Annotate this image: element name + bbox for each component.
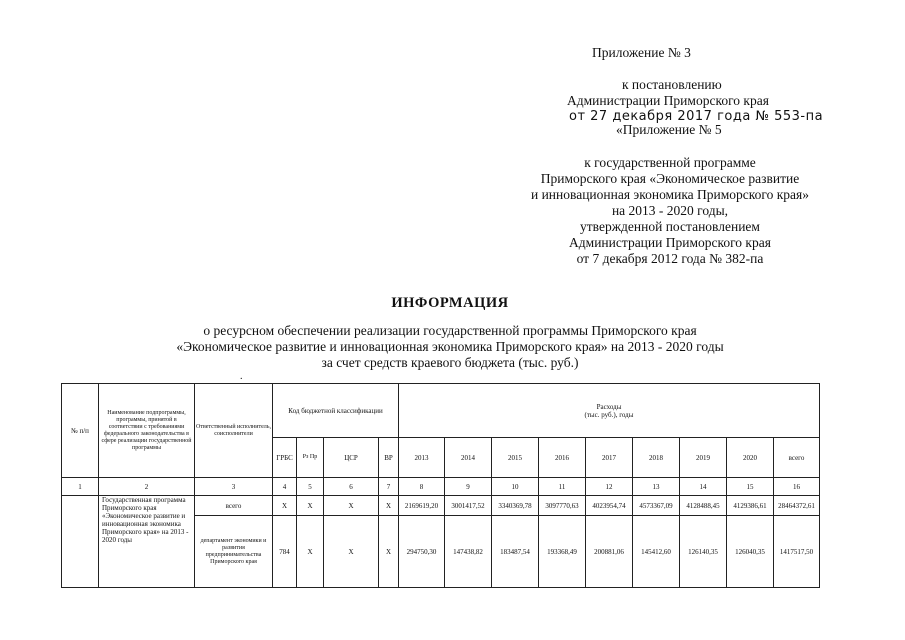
header-csr: ЦСР xyxy=(324,438,379,478)
value-2018: 4573367,09 xyxy=(633,496,680,516)
col-number: 4 xyxy=(273,478,297,496)
col-number: 15 xyxy=(727,478,774,496)
col-number: 3 xyxy=(195,478,273,496)
col-number: 1 xyxy=(62,478,99,496)
header-year-2015: 2015 xyxy=(492,438,539,478)
grbs-cell: 784 xyxy=(273,516,297,588)
rzpr-cell: X xyxy=(297,516,324,588)
vr-cell: X xyxy=(379,496,399,516)
value-total: 1417517,50 xyxy=(774,516,820,588)
document-title: ИНФОРМАЦИЯ xyxy=(391,295,509,311)
value-2013: 2169619,20 xyxy=(399,496,445,516)
header-year-2016: 2016 xyxy=(539,438,586,478)
header-vr: ВР xyxy=(379,438,399,478)
value-2019: 126140,35 xyxy=(680,516,727,588)
col-number: 7 xyxy=(379,478,399,496)
header-num: № п/п xyxy=(62,384,99,478)
rzpr-cell: X xyxy=(297,496,324,516)
grbs-cell: X xyxy=(273,496,297,516)
program-ref-3: и инновационная экономика Приморского края» xyxy=(530,187,810,202)
col-number: 5 xyxy=(297,478,324,496)
col-number: 16 xyxy=(774,478,820,496)
program-ref-7: от 7 декабря 2012 года № 382-па xyxy=(576,251,764,266)
program-ref-5: утвержденной постановлением xyxy=(580,219,760,234)
col-number: 2 xyxy=(99,478,195,496)
column-number-row xyxy=(62,478,820,496)
header-year-2017: 2017 xyxy=(586,438,633,478)
value-2013: 294750,30 xyxy=(399,516,445,588)
csr-cell: X xyxy=(324,516,379,588)
row-num-cell xyxy=(62,496,99,588)
value-2020: 126040,35 xyxy=(727,516,774,588)
value-2014: 147438,82 xyxy=(445,516,492,588)
value-2018: 145412,60 xyxy=(633,516,680,588)
header-grbs: ГРБС xyxy=(273,438,297,478)
program-ref-2: Приморского края «Экономическое развитие xyxy=(540,171,800,186)
col-number: 12 xyxy=(586,478,633,496)
col-number: 14 xyxy=(680,478,727,496)
header-budget-code: Код бюджетной классификации xyxy=(273,384,399,438)
col-number: 6 xyxy=(324,478,379,496)
value-2015: 3340369,78 xyxy=(492,496,539,516)
header-year-2018: 2018 xyxy=(633,438,680,478)
header-program-name: Наименование подпрограммы, программы, принятой в соответствии с требованиями федерального законодательства в сфере реализации государственной программы xyxy=(99,384,195,478)
executor-cell: департамент экономики и развития предпринимательства Приморского края xyxy=(195,516,273,588)
program-ref-4: на 2013 - 2020 годы, xyxy=(611,203,729,218)
value-2017: 200881,06 xyxy=(586,516,633,588)
col-number: 8 xyxy=(399,478,445,496)
table-row-total xyxy=(62,496,820,516)
appendix-5-label: «Приложение № 5 xyxy=(616,122,722,137)
value-2015: 183487,54 xyxy=(492,516,539,588)
document-subtitle-1: о ресурсном обеспечении реализации государственной программы Приморского края xyxy=(203,323,697,338)
stray-mark: . xyxy=(240,371,243,382)
header-executor: Ответственный исполнитель, соисполнители xyxy=(195,384,273,478)
document-subtitle-2: «Экономическое развитие и инновационная экономика Приморского края» на 2013 - 2020 годы xyxy=(176,339,724,354)
value-2017: 4023954,74 xyxy=(586,496,633,516)
col-number: 10 xyxy=(492,478,539,496)
header-year-2014: 2014 xyxy=(445,438,492,478)
value-2020: 4129386,61 xyxy=(727,496,774,516)
document-subtitle-3: за счет средств краевого бюджета (тыс. руб.) xyxy=(321,355,579,370)
header-expenses xyxy=(399,384,820,438)
handwritten-date-number: от 27 декабря 2017 года № 553-па xyxy=(569,109,824,124)
program-name-cell: Государственная программа Приморского края «Экономическое развитие и инновационная экономика Приморского края» на 2013 - 2020 годы xyxy=(99,496,195,588)
value-2016: 193368,49 xyxy=(539,516,586,588)
executor-cell: всего xyxy=(195,496,273,516)
csr-cell: X xyxy=(324,496,379,516)
header-expenses-title: Расходы xyxy=(596,402,622,411)
header-total: всего xyxy=(774,438,820,478)
col-number: 11 xyxy=(539,478,586,496)
header-year-2019: 2019 xyxy=(680,438,727,478)
resource-table xyxy=(61,383,820,588)
resolution-ref: к постановлению xyxy=(622,77,722,92)
header-year-2020: 2020 xyxy=(727,438,774,478)
program-ref-1: к государственной программе xyxy=(584,155,756,170)
header-expenses-unit: (тыс. руб.), годы xyxy=(584,410,634,419)
value-2016: 3097770,63 xyxy=(539,496,586,516)
appendix-number: Приложение № 3 xyxy=(592,45,691,60)
col-number: 9 xyxy=(445,478,492,496)
administration-name: Администрации Приморского края xyxy=(567,93,769,108)
header-year-2013: 2013 xyxy=(399,438,445,478)
vr-cell: X xyxy=(379,516,399,588)
col-number: 13 xyxy=(633,478,680,496)
program-ref-6: Администрации Приморского края xyxy=(569,235,771,250)
header-rzpr: Рз Пр xyxy=(297,438,324,478)
value-2014: 3001417,52 xyxy=(445,496,492,516)
value-total: 28464372,61 xyxy=(774,496,820,516)
value-2019: 4128488,45 xyxy=(680,496,727,516)
